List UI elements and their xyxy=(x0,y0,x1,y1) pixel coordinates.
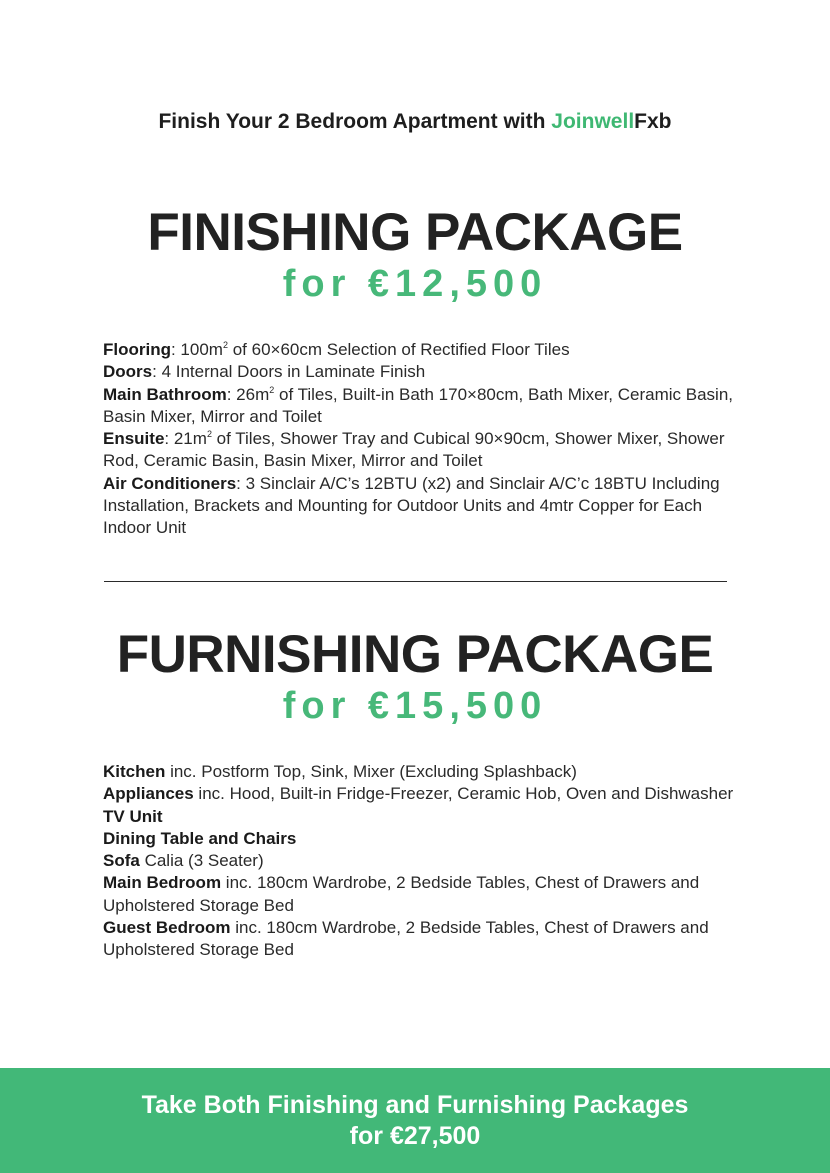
banner-headline: Take Both Finishing and Furnishing Packages xyxy=(141,1091,689,1119)
banner-price: for €27,500 xyxy=(349,1122,481,1150)
item-text: Calia (3 Seater) xyxy=(139,851,264,871)
item-text: inc. 180cm Wardrobe, 2 Bedside Tables, Chest of Drawers and Upholstered Storage Bed xyxy=(103,873,700,915)
item-label: Doors xyxy=(103,362,153,382)
finishing-package-title: FINISHING PACKAGE xyxy=(147,203,683,262)
item-text: inc. 180cm Wardrobe, 2 Bedside Tables, Chest of Drawers and Upholstered Storage Bed xyxy=(103,918,709,960)
list-item xyxy=(103,361,743,383)
list-item xyxy=(103,428,743,473)
list-item xyxy=(103,384,743,429)
list-item xyxy=(103,473,743,540)
list-item xyxy=(103,783,743,805)
list-item xyxy=(103,917,743,962)
item-text: of Tiles, Shower Tray and Cubical 90×90cm, Shower Mixer, Shower Rod, Ceramic Basin, Basin Mixer, Mirror and Toilet xyxy=(103,429,725,471)
list-item xyxy=(103,850,743,872)
item-text: : 4 Internal Doors in Laminate Finish xyxy=(152,362,426,382)
list-item xyxy=(103,339,743,361)
item-text: of 60×60cm Selection of Rectified Floor Tiles xyxy=(227,340,570,359)
superscript: 2 xyxy=(222,340,228,350)
list-item xyxy=(103,806,743,828)
furnishing-items-list xyxy=(103,761,743,962)
item-label: Ensuite xyxy=(103,429,165,449)
list-item xyxy=(103,872,743,917)
combined-offer-banner xyxy=(0,1068,830,1173)
item-label: Dining Table and Chairs xyxy=(103,828,297,848)
brand-joinwell: Joinwell xyxy=(551,110,635,133)
item-label: Main Bathroom xyxy=(103,384,227,404)
list-item xyxy=(103,828,743,850)
finishing-items-list xyxy=(103,339,743,540)
superscript: 2 xyxy=(269,384,275,395)
item-text: : 26m xyxy=(226,384,270,404)
item-label: Air Conditioners xyxy=(103,473,237,493)
item-label: TV Unit xyxy=(103,806,163,826)
item-text: : 3 Sinclair A/C’s 12BTU (x2) and Sinclair A/C’c 18BTU Including Installation, Brackets and Mounting for Outdoor Units and 4mtr Copper for Each Indoor Unit xyxy=(103,473,720,538)
item-label: Appliances xyxy=(103,784,194,804)
item-text: inc. Hood, Built-in Fridge-Freezer, Ceramic Hob, Oven and Dishwasher xyxy=(193,784,734,804)
item-label: Guest Bedroom xyxy=(103,918,231,938)
brand-fxb: Fxb xyxy=(634,110,672,133)
item-label: Kitchen xyxy=(103,762,166,781)
item-text: inc. Postform Top, Sink, Mixer (Excluding Splashback) xyxy=(165,762,577,781)
item-text: : 21m xyxy=(164,429,207,449)
item-label: Flooring xyxy=(103,340,171,359)
furnishing-package-price: for €15,500 xyxy=(282,685,548,727)
tagline-prefix: Finish Your 2 Bedroom Apartment with xyxy=(158,110,552,133)
section-divider xyxy=(104,581,727,582)
item-label: Main Bedroom xyxy=(103,873,222,893)
item-text: : 100m xyxy=(170,340,223,359)
item-label: Sofa xyxy=(103,851,140,871)
finishing-package-price: for €12,500 xyxy=(282,263,548,305)
superscript: 2 xyxy=(206,429,212,440)
list-item xyxy=(103,761,743,783)
furnishing-package-title: FURNISHING PACKAGE xyxy=(116,625,714,684)
item-text: of Tiles, Built-in Bath 170×80cm, Bath Mixer, Ceramic Basin, Basin Mixer, Mirror and Toilet xyxy=(103,384,734,426)
tagline xyxy=(0,110,830,134)
